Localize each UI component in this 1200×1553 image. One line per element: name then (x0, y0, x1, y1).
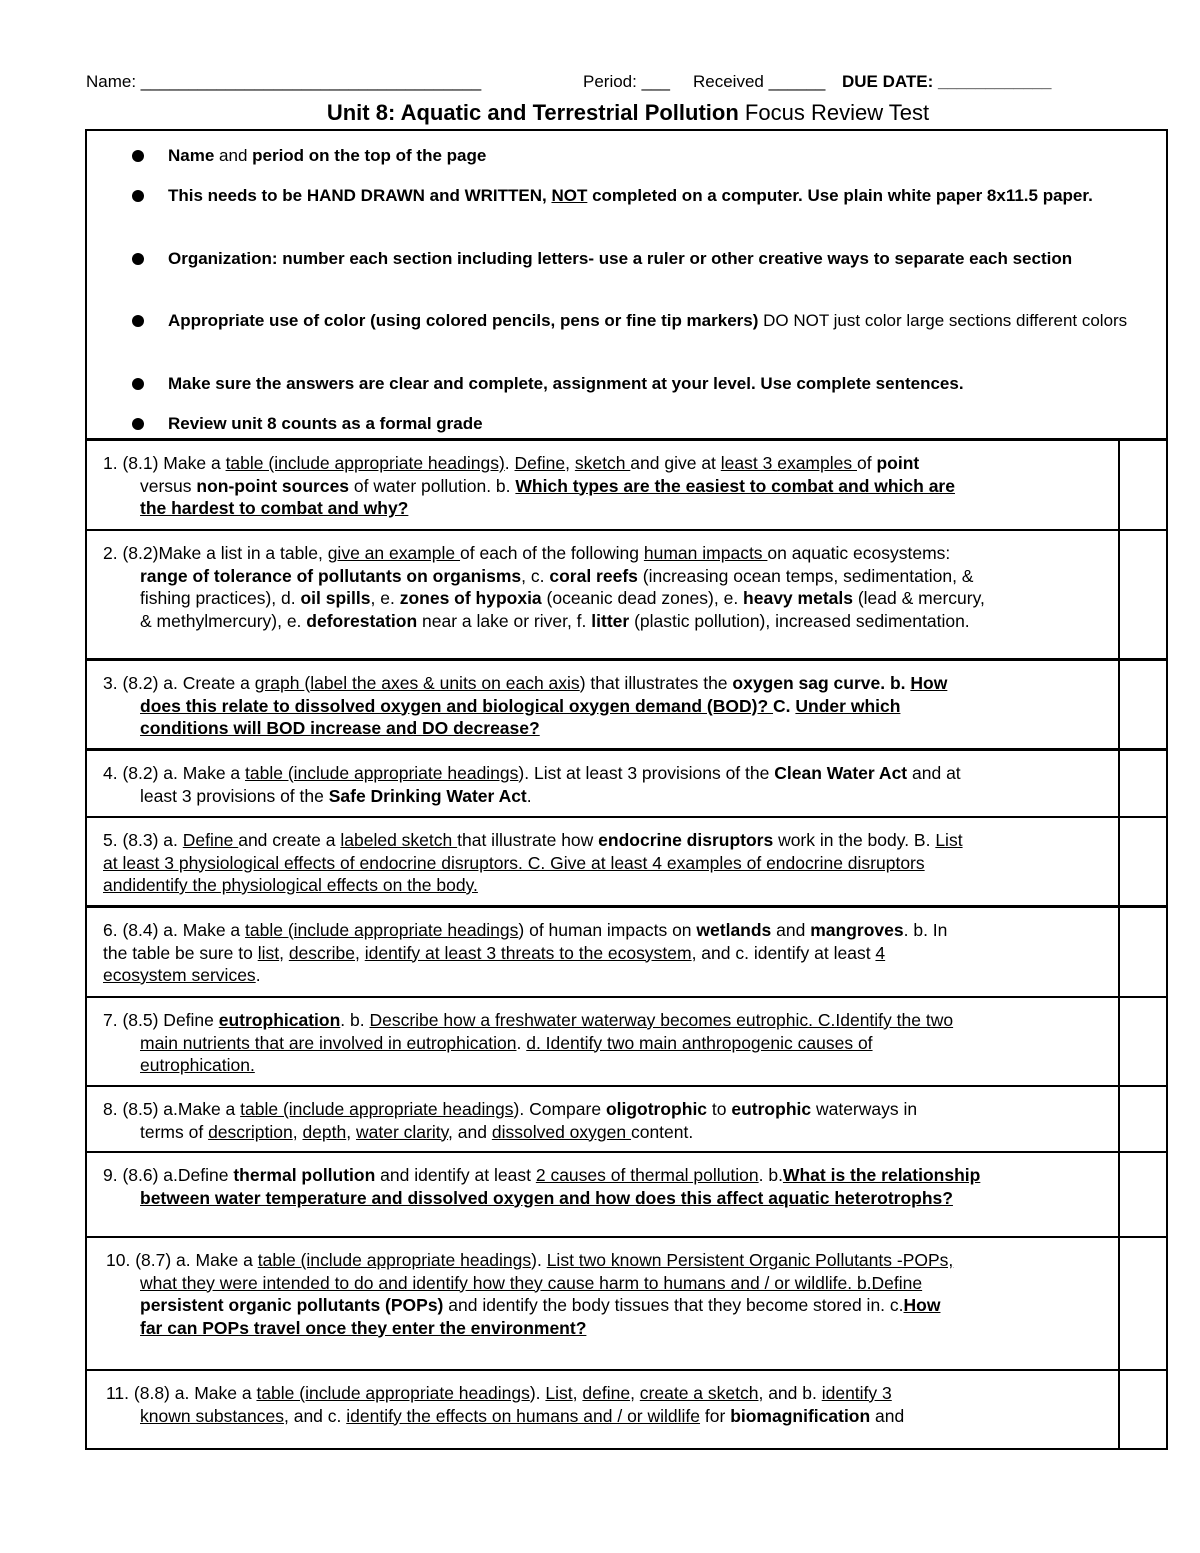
checkbox-cell[interactable] (1120, 441, 1166, 529)
question-text: 10. (8.7) a. Make a table (include appropriate headings). List two known Persistent Organic Pollutants -POPs, what they were intended to do and identify how they cause harm to humans and / or wildlife. b.Define persistent organic pollutants (POPs) and identify the body tissues that they become stored in. c.How far can POPs travel once they enter the environment? (106, 1250, 954, 1338)
checkbox-cell[interactable] (1120, 1153, 1166, 1236)
instruction-bold: Name (168, 146, 215, 165)
instruction-underline: NOT (551, 186, 588, 205)
instruction-bold: Make sure the answers are clear and complete, assignment at your level. Use complete sentences. (168, 374, 964, 393)
bullet-icon (132, 190, 144, 202)
instruction-item (132, 141, 1142, 170)
question-text: 6. (8.4) a. Make a table (include appropriate headings) of human impacts on wetlands and mangroves. b. In the table be sure to list, describe, identify at least 3 threats to the ecosystem, and c. identify at least 4 ecosystem services. (103, 920, 948, 985)
assignment-sheet (85, 129, 1168, 1450)
question-text: 11. (8.8) a. Make a table (include appropriate headings). List, define, create a sketch, and b. identify 3 known substances, and c. identify the effects on humans and / or wildlife for biomagnification and (106, 1383, 905, 1426)
instruction-bold: Appropriate use of color (using colored pencils, pens or fine tip markers) (168, 311, 759, 330)
page-title (86, 100, 1170, 126)
bullet-icon (132, 378, 144, 390)
title-bold: Unit 8: Aquatic and Terrestrial Pollution (326, 100, 739, 125)
received-field: Received ______ (693, 72, 826, 91)
question-cell (87, 1087, 1120, 1151)
question-cell (87, 908, 1120, 996)
instruction-bold: Organization: number each section including letters- use a ruler or other creative ways to separate each section (168, 249, 1073, 268)
bullet-icon (132, 253, 144, 265)
due-date-field: DUE DATE: ____________ (842, 72, 1052, 91)
checkbox-cell[interactable] (1120, 751, 1166, 816)
question-text: 3. (8.2) a. Create a graph (label the axes & units on each axis) that illustrates the oxygen sag curve. b. How does this relate to dissolved oxygen and biological oxygen demand (BOD)? C. Under which conditions will BOD increase and DO decrease? (103, 673, 948, 738)
question-cell (87, 751, 1120, 816)
question-text: 4. (8.2) a. Make a table (include appropriate headings). List at least 3 provisions of the Clean Water Act and at least 3 provisions of the Safe Drinking Water Act. (103, 763, 961, 806)
checkbox-cell[interactable] (1120, 1087, 1166, 1151)
bullet-icon (132, 418, 144, 430)
question-text: 1. (8.1) Make a table (include appropriate headings). Define, sketch and give at least 3 examples of point versus non-point sources of water pollution. b. Which types are the easiest to combat and which are the hardest to combat and why? (103, 453, 955, 518)
bullet-icon (132, 150, 144, 162)
question-cell (87, 441, 1120, 529)
question-row-4 (87, 751, 1166, 818)
checkbox-cell[interactable] (1120, 531, 1166, 658)
checkbox-cell[interactable] (1120, 908, 1166, 996)
question-text: 9. (8.6) a.Define thermal pollution and identify at least 2 causes of thermal pollution. b.What is the relationship between water temperature and dissolved oxygen and how does this affect aquatic heterotrophs? (103, 1165, 981, 1208)
question-text: 7. (8.5) Define eutrophication. b. Describe how a freshwater waterway becomes eutrophic. C.Identify the two main nutrients that are involved in eutrophication. d. Identify two main anthropogenic causes of eutrophication. (103, 1010, 954, 1075)
instruction-item (132, 181, 1142, 210)
checkbox-cell[interactable] (1120, 998, 1166, 1085)
period-field: Period: ___ (583, 72, 670, 91)
question-row-5 (87, 818, 1166, 908)
checkbox-cell[interactable] (1120, 1238, 1166, 1369)
question-cell (87, 1238, 1120, 1369)
question-cell (87, 818, 1120, 905)
question-cell (87, 661, 1120, 748)
question-row-9 (87, 1153, 1166, 1238)
question-row-7 (87, 998, 1166, 1087)
bullet-icon (132, 315, 144, 327)
checkbox-cell[interactable] (1120, 661, 1166, 748)
question-row-11 (87, 1371, 1166, 1450)
question-row-3 (87, 661, 1166, 751)
instruction-item (132, 306, 1142, 335)
question-text: 8. (8.5) a.Make a table (include appropriate headings). Compare oligotrophic to eutrophic waterways in terms of description, depth, water clarity, and dissolved oxygen content. (103, 1099, 918, 1142)
question-row-10 (87, 1238, 1166, 1371)
name-field: Name: ____________________________________ (86, 72, 482, 91)
instruction-bold: Review unit 8 counts as a formal grade (168, 414, 483, 433)
header (86, 72, 1116, 98)
question-cell (87, 998, 1120, 1085)
question-row-1 (87, 441, 1166, 531)
checkbox-cell[interactable] (1120, 1371, 1166, 1450)
question-row-8 (87, 1087, 1166, 1153)
question-text: 5. (8.3) a. Define and create a labeled sketch that illustrate how endocrine disruptors work in the body. B. List at least 3 physiological effects of endocrine disruptors. C. Give at least 4 examples of endocrine disruptors andidentify the physiological effects on the body. (103, 830, 963, 895)
question-row-6 (87, 908, 1166, 998)
question-cell (87, 1371, 1120, 1450)
title-normal: Focus Review Test (744, 100, 930, 125)
instruction-text: and (214, 146, 253, 165)
instructions-box (87, 131, 1166, 441)
instruction-bold: period on the top of the page (252, 146, 487, 165)
instruction-item (132, 244, 1142, 273)
question-cell (87, 531, 1120, 658)
instruction-item (132, 409, 1142, 438)
instruction-text: DO NOT just color large sections different colors (758, 311, 1128, 330)
instruction-item (132, 369, 1142, 398)
instruction-bold: This needs to be HAND DRAWN and WRITTEN, (168, 186, 552, 205)
question-text: 2. (8.2)Make a list in a table, give an example of each of the following human impacts on aquatic ecosystems: range of tolerance of pollutants on organisms, c. coral reefs (increasing ocean temps, sedimentation, & fishing practices), d. oil spills, e. zones of hypoxia (oceanic dead zones), e. heavy metals (lead & mercury, & methylmercury), e. deforestation near a lake or river, f. litter (plastic pollution), increased sedimentation. (103, 543, 985, 631)
instruction-bold: completed on a computer. Use plain white paper 8x11.5 paper. (587, 186, 1093, 205)
question-cell (87, 1153, 1120, 1236)
question-row-2 (87, 531, 1166, 661)
checkbox-cell[interactable] (1120, 818, 1166, 905)
